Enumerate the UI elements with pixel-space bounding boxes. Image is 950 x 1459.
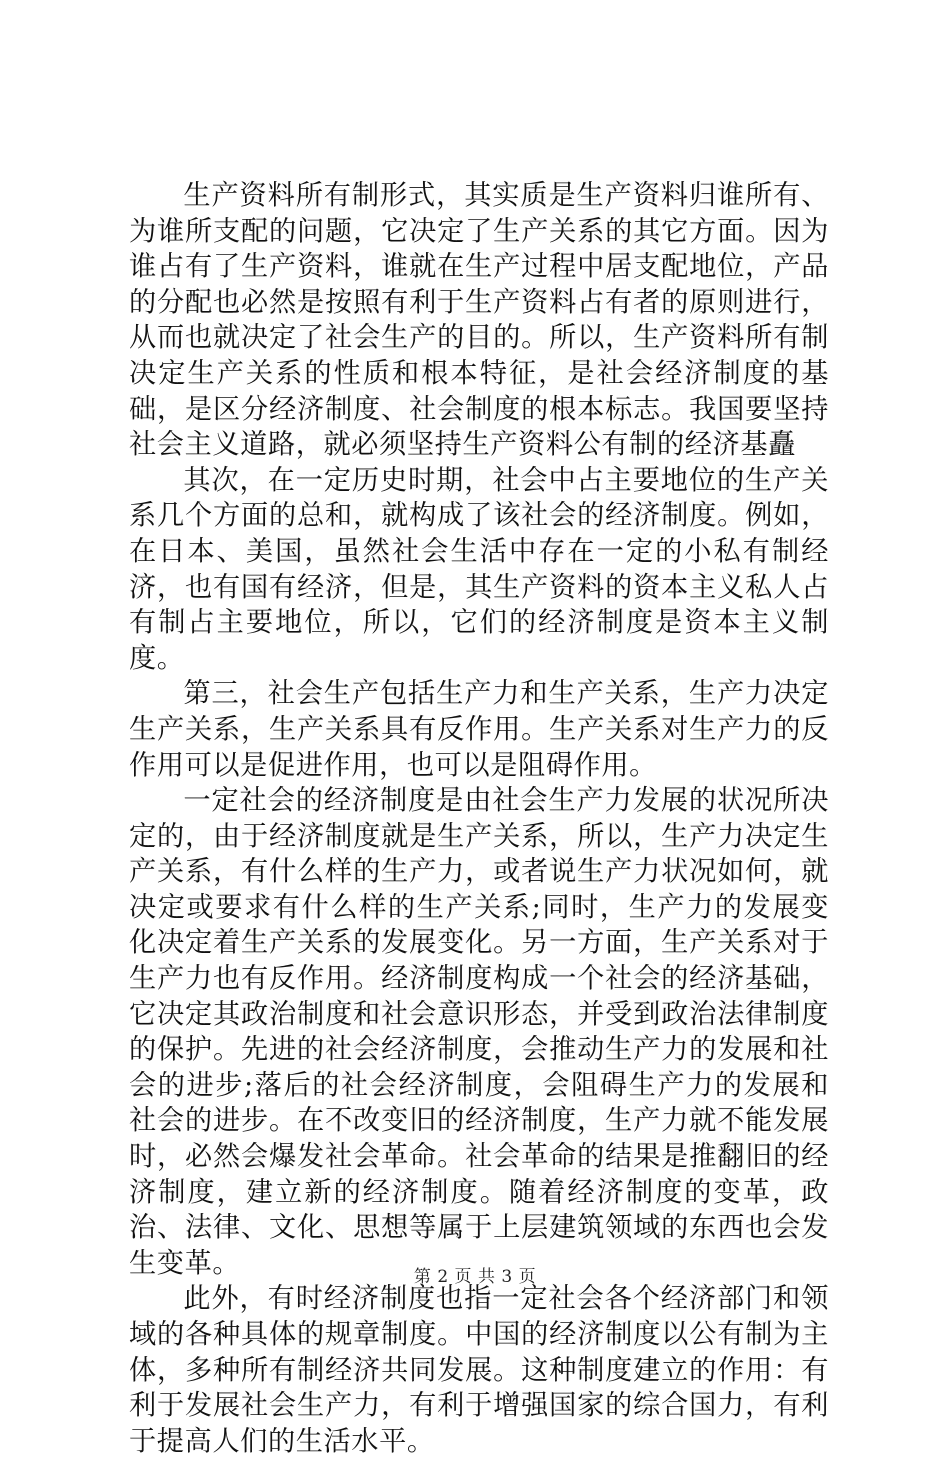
paragraph-3: 第三，社会生产包括生产力和生产关系，生产力决定生产关系，生产关系具有反作用。生产关系对生产力的反作用可以是促进作用，也可以是阻碍作用。: [129, 678, 829, 781]
paragraph-5: 此外，有时经济制度也指一定社会各个经济部门和领域的各种具体的规章制度。中国的经济制度以公有制为主体，多种所有制经济共同发展。这种制度建立的作用：有利于发展社会生产力，有利于增强国家的综合国力，有利于提高人们的生活水平。: [129, 1283, 829, 1457]
page-footer: 第 2 页 共 3 页: [413, 1267, 537, 1287]
paragraph-2: 其次，在一定历史时期，社会中占主要地位的生产关系几个方面的总和，就构成了该社会的经济制度。例如，在日本、美国，虽然社会生活中存在一定的小私有制经济，也有国有经济，但是，其生产资料的资本主义私人占有制占主要地位，所以，它们的经济制度是资本主义制度。: [129, 464, 829, 674]
paragraph-4: 一定社会的经济制度是由社会生产力发展的状况所决定的，由于经济制度就是生产关系，所以，生产力决定生产关系，有什么样的生产力，或者说生产力状况如何，就决定或要求有什么样的生产关系;同时，生产力的发展变化决定着生产关系的发展变化。另一方面，生产关系对于生产力也有反作用。经济制度构成一个社会的经济基础，它决定其政治制度和社会意识形态，并受到政治法律制度的保护。先进的社会经济制度，会推动生产力的发展和社会的进步;落后的社会经济制度，会阻碍生产力的发展和社会的进步。在不改变旧的经济制度，生产力就不能发展时，必然会爆发社会革命。社会革命的结果是推翻旧的经济制度，建立新的经济制度。随着经济制度的变革，政治、法律、文化、思想等属于上层建筑领域的东西也会发生变革。: [129, 785, 829, 1279]
paragraph-1: 生产资料所有制形式，其实质是生产资料归谁所有、为谁所支配的问题，它决定了生产关系的其它方面。因为谁占有了生产资料，谁就在生产过程中居支配地位，产品的分配也必然是按照有利于生产资料占有者的原则进行，从而也就决定了社会生产的目的。所以，生产资料所有制决定生产关系的性质和根本特征，是社会经济制度的基础，是区分经济制度、社会制度的根本标志。我国要坚持社会主义道路，就必须坚持生产资料公有制的经济基矗: [129, 180, 829, 461]
